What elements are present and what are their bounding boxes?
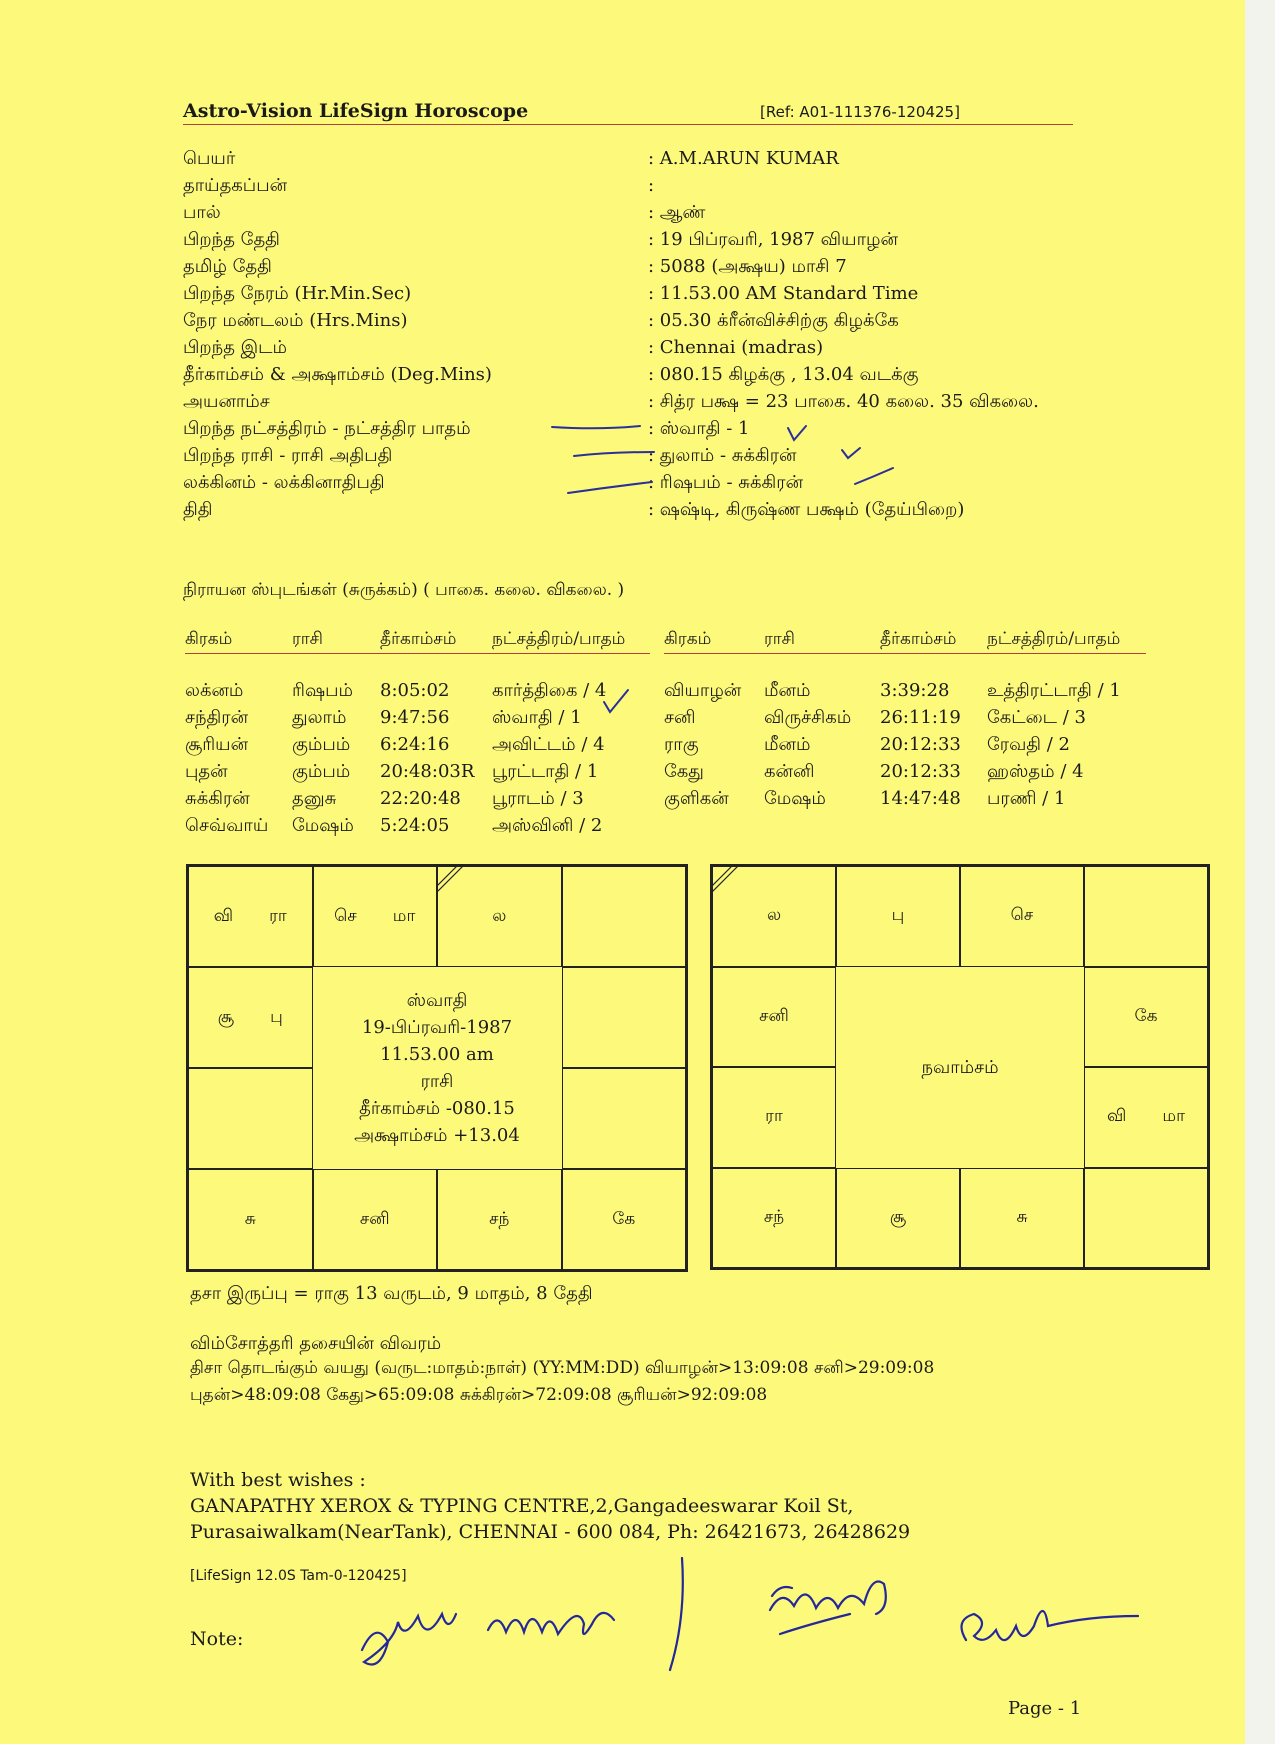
planet-abbr: கே — [612, 1208, 636, 1229]
table-header-rule — [664, 653, 1146, 654]
table-cell: அவிட்டம் / 4 — [492, 734, 605, 755]
lagna-marker — [712, 866, 742, 896]
center-line: 19-பிப்ரவரி-1987 — [361, 1017, 513, 1038]
table-cell: மேஷம் — [764, 788, 826, 809]
chart-house — [562, 1068, 687, 1169]
table-cell: வியாழன் — [664, 680, 742, 701]
table-cell: 22:20:48 — [380, 788, 461, 809]
table-cell: மீனம் — [764, 734, 811, 755]
chart-house — [562, 1169, 687, 1270]
table-header: ராசி — [764, 629, 795, 649]
planet-abbr: ரா — [269, 905, 287, 926]
paper-edge — [1245, 0, 1275, 1744]
document-title: Astro-Vision LifeSign Horoscope — [183, 100, 529, 122]
table-header: நட்சத்திரம்/பாதம் — [492, 629, 626, 649]
planet-abbr: சனி — [759, 1005, 789, 1026]
lagna-marker — [437, 866, 467, 896]
center-label: நவாம்சம் — [921, 1056, 999, 1078]
planet-abbr: ல — [766, 905, 782, 926]
chart-house — [188, 1169, 313, 1270]
table-cell: 3:39:28 — [880, 680, 950, 701]
detail-value: : 11.53.00 AM Standard Time — [648, 283, 919, 304]
chart-house — [1084, 967, 1208, 1068]
planet-table-title: நிராயன ஸ்புடங்கள் (சுருக்கம்) ( பாகை. கலை. விகலை. ) — [183, 580, 625, 600]
chart-house — [313, 1169, 438, 1270]
planet-abbr: சந் — [763, 1206, 785, 1227]
center-line: ஸ்வாதி — [406, 990, 468, 1011]
vimshottari-line-2: புதன்>48:09:08 கேது>65:09:08 சுக்கிரன்>72:09:08 சூரியன்>92:09:08 — [190, 1385, 768, 1405]
vimshottari-title: விம்சோத்தரி தசையின் விவரம் — [190, 1333, 442, 1354]
detail-value: : — [648, 175, 655, 196]
planet-abbr: மா — [1162, 1106, 1185, 1127]
detail-label: பெயர் — [183, 148, 236, 169]
planet-abbr: வி — [1107, 1106, 1127, 1127]
table-cell: 14:47:48 — [880, 788, 961, 809]
table-header: கிரகம் — [185, 629, 233, 649]
table-cell: கும்பம் — [292, 734, 351, 755]
table-cell: 8:05:02 — [380, 680, 450, 701]
detail-value: : துலாம் - சுக்கிரன் — [648, 445, 797, 466]
table-cell: ஸ்வாதி / 1 — [492, 707, 582, 728]
table-cell: சந்திரன் — [185, 707, 249, 728]
table-cell: செவ்வாய் — [185, 815, 269, 836]
table-cell: ரிஷபம் — [292, 680, 353, 701]
center-line: 11.53.00 am — [380, 1044, 494, 1065]
pen-mark-line — [552, 426, 640, 428]
table-header: தீர்காம்சம் — [380, 629, 457, 649]
detail-value: : 5088 (அக்ஷய) மாசி 7 — [648, 256, 847, 277]
planet-abbr: சந் — [489, 1208, 510, 1229]
chart-house — [836, 1168, 960, 1269]
navamsa-chart — [710, 864, 1210, 1270]
vimshottari-line-1: திசா தொடங்கும் வயது (வருட:மாதம்:நாள்) (YY:MM:DD) வியாழன்>13:09:08 சனி>29:09:08 — [190, 1358, 935, 1378]
table-cell: அஸ்வினி / 2 — [492, 815, 603, 836]
planet-abbr: மா — [392, 905, 416, 926]
detail-value: : Chennai (madras) — [648, 337, 824, 358]
planet-abbr: செ — [334, 905, 357, 926]
detail-value: : சித்ர பக்ஷ = 23 பாகை. 40 கலை. 35 விகலை. — [648, 391, 1039, 412]
table-cell: கும்பம் — [292, 761, 351, 782]
detail-label: லக்கினம் - லக்கினாதிபதி — [183, 472, 385, 493]
center-line: ராசி — [420, 1071, 454, 1092]
software-version: [LifeSign 12.0S Tam-0-120425] — [190, 1568, 407, 1584]
rasi-chart — [186, 864, 688, 1272]
planet-abbr: பு — [270, 1006, 283, 1027]
planet-abbr: ரா — [765, 1106, 783, 1127]
tick-mark — [842, 448, 860, 458]
table-cell: விருச்சிகம் — [764, 707, 852, 728]
detail-label: தமிழ் தேதி — [183, 256, 272, 277]
signature — [362, 1558, 1138, 1670]
table-cell: தனுசு — [292, 788, 337, 809]
table-cell: கேது — [664, 761, 704, 782]
table-cell: குளிகன் — [664, 788, 729, 809]
detail-label: தாய்தகப்பன் — [183, 175, 288, 196]
detail-label: திதி — [183, 499, 213, 520]
planet-abbr: சு — [1016, 1206, 1028, 1227]
chart-house — [712, 1168, 836, 1269]
detail-value: : ஸ்வாதி - 1 — [648, 418, 750, 439]
table-cell: துலாம் — [292, 707, 347, 728]
table-cell: சூரியன் — [185, 734, 249, 755]
chart-center — [836, 967, 1084, 1168]
tick-mark — [788, 426, 806, 440]
chart-house — [562, 866, 687, 967]
table-cell: உத்திரட்டாதி / 1 — [987, 680, 1121, 701]
pen-mark-line — [568, 482, 652, 493]
chart-house — [188, 1068, 313, 1169]
table-cell: லக்னம் — [185, 680, 244, 701]
chart-house — [437, 1169, 562, 1270]
dasa-balance: தசா இருப்பு = ராகு 13 வருடம், 9 மாதம், 8 தேதி — [190, 1283, 593, 1304]
detail-label: பிறந்த ராசி - ராசி அதிபதி — [183, 445, 393, 466]
table-cell: 20:12:33 — [880, 734, 961, 755]
tick-mark — [855, 468, 893, 484]
planet-abbr: சு — [244, 1208, 256, 1229]
chart-house — [313, 866, 438, 967]
chart-house — [1084, 1067, 1208, 1168]
planet-abbr: சூ — [889, 1206, 907, 1227]
planet-abbr: கே — [1134, 1005, 1158, 1026]
detail-label: பிறந்த தேதி — [183, 229, 280, 250]
detail-label: தீர்காம்சம் & அக்ஷாம்சம் (Deg.Mins) — [183, 364, 492, 385]
detail-label: நேர மண்டலம் (Hrs.Mins) — [183, 310, 408, 331]
detail-label: அயனாம்ச — [183, 391, 270, 412]
table-cell: 20:48:03R — [380, 761, 475, 782]
chart-house — [712, 1067, 836, 1168]
planet-abbr: செ — [1010, 905, 1034, 926]
table-cell: 6:24:16 — [380, 734, 450, 755]
table-cell: சனி — [664, 707, 696, 728]
table-cell: மீனம் — [764, 680, 811, 701]
planet-abbr: பு — [891, 905, 905, 926]
detail-value: : 19 பிப்ரவரி, 1987 வியாழன் — [648, 229, 898, 250]
chart-house — [960, 866, 1084, 967]
table-cell: ராகு — [664, 734, 699, 755]
detail-label: பிறந்த நேரம் (Hr.Min.Sec) — [183, 283, 412, 304]
note-label: Note: — [190, 1628, 244, 1650]
best-wishes: With best wishes : — [190, 1469, 366, 1491]
planet-abbr: சூ — [217, 1006, 235, 1027]
table-cell: 26:11:19 — [880, 707, 961, 728]
table-cell: பூராடம் / 3 — [492, 788, 584, 809]
table-cell: கேட்டை / 3 — [987, 707, 1086, 728]
table-cell: கார்த்திகை / 4 — [492, 680, 607, 701]
chart-house — [1084, 866, 1208, 967]
table-header: தீர்காம்சம் — [880, 629, 957, 649]
table-cell: புதன் — [185, 761, 228, 782]
table-cell: பூரட்டாதி / 1 — [492, 761, 599, 782]
detail-value: : ஆண் — [648, 202, 706, 223]
planet-abbr: சனி — [359, 1208, 390, 1229]
center-line: அக்ஷாம்சம் +13.04 — [354, 1125, 520, 1146]
pen-mark-line — [574, 452, 654, 456]
table-header: கிரகம் — [664, 629, 712, 649]
detail-label: பிறந்த நட்சத்திரம் - நட்சத்திர பாதம் — [183, 418, 471, 439]
shop-address-1: GANAPATHY XEROX & TYPING CENTRE,2,Gangadeeswarar Koil St, — [190, 1495, 854, 1517]
detail-label: பிறந்த இடம் — [183, 337, 287, 358]
chart-center — [313, 967, 562, 1169]
chart-house — [188, 866, 313, 967]
table-cell: சுக்கிரன் — [185, 788, 250, 809]
detail-label: பால் — [183, 202, 221, 223]
table-cell: கன்னி — [764, 761, 815, 782]
chart-house — [960, 1168, 1084, 1269]
planet-abbr: ல — [492, 905, 507, 926]
detail-value: : 05.30 க்ரீன்விச்சிற்கு கிழக்கே — [648, 310, 899, 331]
chart-house — [562, 967, 687, 1068]
planet-abbr: வி — [213, 905, 234, 926]
detail-value: : ரிஷபம் - சுக்கிரன் — [648, 472, 804, 493]
table-cell: 20:12:33 — [880, 761, 961, 782]
table-header: ராசி — [292, 629, 323, 649]
chart-house — [712, 967, 836, 1068]
table-header-rule — [185, 653, 650, 654]
table-cell: 5:24:05 — [380, 815, 450, 836]
detail-value: : 080.15 கிழக்கு , 13.04 வடக்கு — [648, 364, 919, 385]
header-rule — [183, 124, 1073, 125]
table-cell: பரணி / 1 — [987, 788, 1066, 809]
page-number: Page - 1 — [1008, 1698, 1082, 1719]
reference-number: [Ref: A01-111376-120425] — [760, 103, 960, 121]
tick-mark — [604, 690, 628, 712]
table-cell: மேஷம் — [292, 815, 354, 836]
table-cell: 9:47:56 — [380, 707, 450, 728]
table-cell: ரேவதி / 2 — [987, 734, 1071, 755]
chart-house — [188, 967, 313, 1068]
shop-address-2: Purasaiwalkam(NearTank), CHENNAI - 600 084, Ph: 26421673, 26428629 — [190, 1521, 911, 1543]
detail-value: : A.M.ARUN KUMAR — [648, 148, 839, 169]
chart-house — [1084, 1168, 1208, 1269]
table-header: நட்சத்திரம்/பாதம் — [987, 629, 1121, 649]
center-line: தீர்காம்சம் -080.15 — [359, 1098, 515, 1119]
table-cell: ஹஸ்தம் / 4 — [987, 761, 1084, 782]
detail-value: : ஷஷ்டி, கிருஷ்ண பக்ஷம் (தேய்பிறை) — [648, 499, 965, 520]
chart-house — [836, 866, 960, 967]
